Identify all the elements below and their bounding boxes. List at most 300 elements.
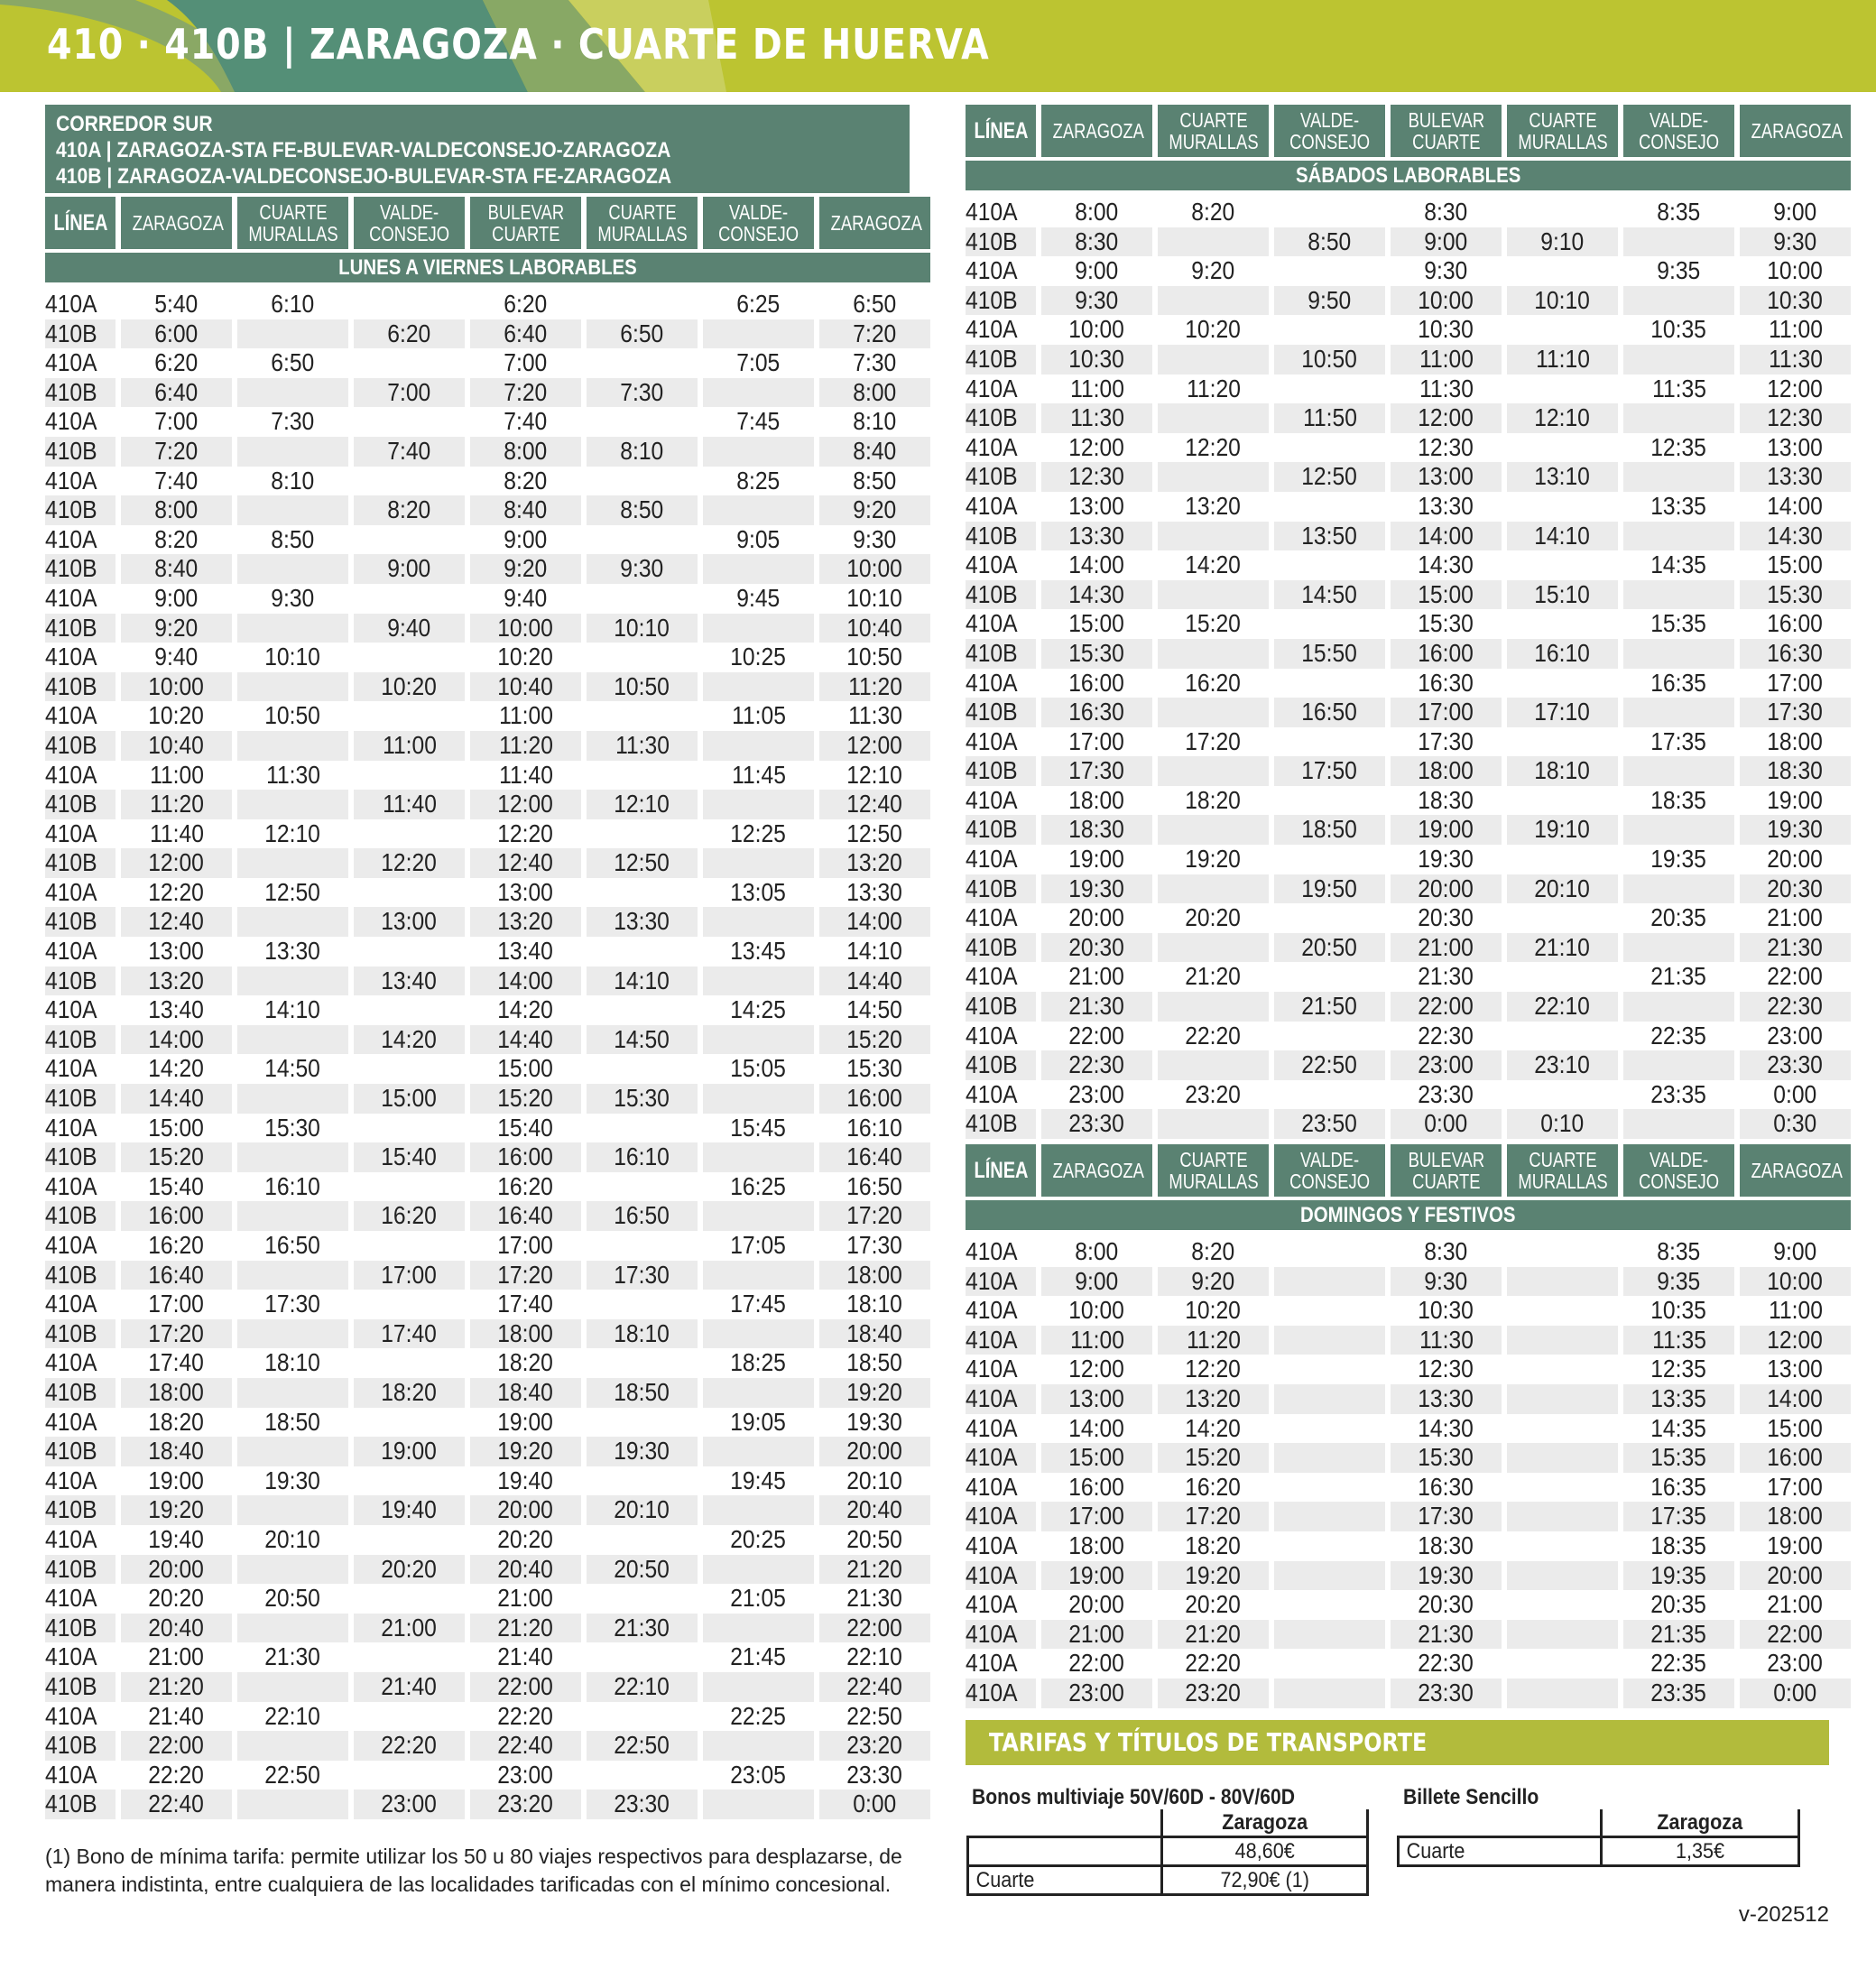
time-cell: 12:20 <box>148 877 205 906</box>
time-cell <box>1158 227 1269 257</box>
time-cell: 23:20 <box>1185 1079 1242 1108</box>
time-cell <box>1158 698 1269 727</box>
time-cell: 17:30 <box>1041 756 1152 786</box>
column-header-text: CUARTE <box>1411 130 1481 153</box>
column-header <box>45 197 116 249</box>
billete-title <box>1403 1785 1557 1810</box>
time-cell: 13:00 <box>1767 432 1824 461</box>
table-row <box>966 227 1851 257</box>
time-cell: 8:20 <box>1191 198 1235 226</box>
table-row <box>966 198 1851 227</box>
time-cell <box>237 1261 348 1290</box>
time-cell: 6:20 <box>504 290 548 318</box>
time-cell: 10:30 <box>1418 315 1474 344</box>
table-row <box>45 1555 930 1585</box>
time-cell: 14:20 <box>1185 550 1242 579</box>
time-cell: 18:20 <box>497 1348 554 1377</box>
time-cell: 12:10 <box>264 819 321 847</box>
column-header <box>703 197 814 249</box>
schedule-day-band <box>45 253 930 282</box>
line-cell: 410A <box>45 407 97 436</box>
time-cell: 21:00 <box>148 1642 205 1671</box>
time-cell: 18:10 <box>1507 756 1618 786</box>
time-cell: 10:50 <box>846 643 903 671</box>
time-cell <box>1507 1237 1618 1267</box>
time-cell: 23:00 <box>1041 1679 1152 1708</box>
time-cell: 14:00 <box>819 907 930 937</box>
time-cell: 11:00 <box>1069 374 1124 402</box>
time-cell: 22:00 <box>1068 1021 1125 1050</box>
time-cell: 12:20 <box>1185 1355 1242 1383</box>
time-cell <box>703 319 814 349</box>
time-cell: 22:00 <box>1391 992 1502 1022</box>
table-row <box>966 903 1851 933</box>
time-cell <box>587 584 698 614</box>
time-cell: 21:45 <box>730 1642 787 1671</box>
time-cell <box>587 1584 698 1614</box>
time-cell <box>1274 550 1385 580</box>
time-cell: 13:35 <box>1623 1384 1734 1414</box>
table-row <box>966 1531 1851 1561</box>
time-cell <box>1274 1590 1385 1620</box>
time-cell: 13:40 <box>354 967 465 996</box>
time-cell: 12:35 <box>1650 1355 1707 1383</box>
time-cell: 22:00 <box>121 1731 232 1761</box>
time-cell: 10:30 <box>1740 286 1851 316</box>
time-cell: 19:00 <box>148 1466 205 1494</box>
table-row <box>966 580 1851 610</box>
line-cell: 410A <box>45 1760 97 1789</box>
table-row <box>45 437 930 467</box>
time-cell: 21:35 <box>1623 1620 1734 1650</box>
time-cell: 12:40 <box>819 790 930 819</box>
time-cell: 16:10 <box>587 1142 698 1172</box>
time-cell: 7:40 <box>354 437 465 467</box>
time-cell: 8:10 <box>271 466 315 495</box>
time-cell: 19:35 <box>1623 1561 1734 1591</box>
table-row <box>966 786 1851 816</box>
time-cell: 9:20 <box>819 495 930 525</box>
line-cell: 410B <box>45 1614 116 1643</box>
table-row <box>45 1495 930 1525</box>
line-cell: 410B <box>966 1050 1036 1080</box>
time-cell: 20:50 <box>587 1555 698 1585</box>
time-cell <box>1274 1561 1385 1591</box>
time-cell: 12:25 <box>730 819 787 847</box>
time-cell <box>237 672 348 702</box>
column-header-text: CONSEJO <box>1289 130 1370 153</box>
time-cell <box>1158 462 1269 492</box>
time-cell <box>1274 1296 1385 1326</box>
table-row <box>966 962 1851 992</box>
table-row <box>45 1290 930 1319</box>
time-cell <box>1274 962 1385 992</box>
time-cell: 16:50 <box>846 1171 903 1200</box>
time-cell: 9:50 <box>1274 286 1385 316</box>
time-cell: 10:35 <box>1650 315 1707 344</box>
time-cell <box>1507 433 1618 463</box>
time-cell: 8:20 <box>154 524 199 553</box>
table-row <box>45 495 930 525</box>
time-cell: 16:30 <box>1418 1472 1474 1501</box>
time-cell: 10:20 <box>1185 315 1242 344</box>
column-header-text: VALDE- <box>1299 108 1360 132</box>
time-cell: 13:35 <box>1650 491 1707 520</box>
time-cell: 10:35 <box>1650 1296 1707 1325</box>
line-cell: 410A <box>966 1326 1036 1355</box>
time-cell <box>703 731 814 761</box>
line-cell: 410A <box>45 348 97 377</box>
time-cell <box>1274 1443 1385 1473</box>
time-cell <box>1623 345 1734 375</box>
time-cell: 13:00 <box>1391 462 1502 492</box>
time-cell: 18:50 <box>587 1378 698 1408</box>
time-cell: 16:00 <box>1391 639 1502 669</box>
time-cell: 11:30 <box>265 760 320 789</box>
time-cell: 13:20 <box>819 848 930 878</box>
time-cell: 8:30 <box>1424 198 1468 226</box>
time-cell: 6:20 <box>154 348 199 377</box>
time-cell: 23:20 <box>470 1790 581 1819</box>
time-cell <box>587 1290 698 1319</box>
time-cell <box>1507 492 1618 522</box>
column-header-text: CONSEJO <box>1639 130 1719 153</box>
column-header-text: CONSEJO <box>369 222 449 245</box>
table-row <box>45 878 930 908</box>
time-cell: 22:10 <box>587 1672 698 1702</box>
time-cell: 19:20 <box>1185 845 1242 874</box>
time-cell: 14:10 <box>587 967 698 996</box>
line-cell: 410A <box>966 491 1018 520</box>
time-cell: 17:40 <box>497 1290 554 1318</box>
time-cell: 13:10 <box>1507 462 1618 492</box>
time-cell: 10:00 <box>819 554 930 584</box>
line-cell: 410A <box>45 1524 97 1553</box>
table-row <box>45 1142 930 1172</box>
time-cell: 12:50 <box>587 848 698 878</box>
time-cell: 22:35 <box>1650 1021 1707 1050</box>
column-header <box>470 197 581 249</box>
line-cell: 410B <box>966 639 1036 669</box>
time-cell: 7:30 <box>587 378 698 408</box>
time-cell: 18:00 <box>470 1319 581 1349</box>
table-row <box>45 995 930 1025</box>
time-cell <box>1507 1414 1618 1444</box>
time-cell <box>354 1231 465 1261</box>
time-cell: 21:00 <box>497 1584 554 1613</box>
time-cell <box>1507 1473 1618 1503</box>
time-cell: 19:45 <box>730 1466 787 1494</box>
time-cell <box>587 1172 698 1202</box>
time-cell <box>703 1319 814 1349</box>
table-row <box>966 727 1851 757</box>
time-cell: 17:30 <box>587 1261 698 1290</box>
saturday-timetable <box>960 105 1856 1139</box>
time-cell <box>1507 903 1618 933</box>
table-row <box>966 698 1851 727</box>
billete-origin: Cuarte <box>1399 1837 1602 1866</box>
time-cell <box>1158 286 1269 316</box>
time-cell: 6:40 <box>470 319 581 349</box>
time-cell <box>1507 1355 1618 1384</box>
line-cell: 410B <box>966 1109 1036 1139</box>
time-cell: 11:10 <box>1507 345 1618 375</box>
column-header <box>966 105 1036 157</box>
time-cell: 18:00 <box>1391 756 1502 786</box>
time-cell: 23:00 <box>354 1790 465 1819</box>
time-cell: 11:00 <box>498 701 553 730</box>
time-cell: 12:50 <box>264 877 321 906</box>
time-cell: 12:30 <box>1041 462 1152 492</box>
time-cell <box>587 1114 698 1143</box>
time-cell: 9:30 <box>1424 256 1468 285</box>
time-cell: 20:30 <box>1740 874 1851 904</box>
time-cell: 8:40 <box>819 437 930 467</box>
table-row <box>45 819 930 849</box>
time-cell: 11:05 <box>731 701 786 730</box>
schedule-day-band <box>966 1200 1851 1230</box>
table-row <box>45 907 930 937</box>
line-cell: 410A <box>966 1384 1036 1414</box>
time-cell: 23:00 <box>1767 1649 1824 1678</box>
table-row <box>966 1414 1851 1444</box>
time-cell: 20:00 <box>121 1555 232 1585</box>
time-cell: 9:20 <box>1191 256 1235 285</box>
table-row <box>966 492 1851 522</box>
time-cell <box>1507 1080 1618 1110</box>
time-cell <box>237 907 348 937</box>
time-cell: 17:05 <box>730 1231 787 1259</box>
line-cell: 410A <box>966 315 1018 344</box>
time-cell: 20:00 <box>1068 903 1125 932</box>
time-cell: 16:10 <box>264 1171 321 1200</box>
line-cell: 410A <box>45 1290 97 1318</box>
route-410a: 410A | ZARAGOZA-STA FE-BULEVAR-VALDECONSEJO-ZARAGOZA <box>56 138 671 162</box>
column-header-text: MURALLAS <box>1518 130 1608 153</box>
line-cell: 410A <box>966 198 1018 226</box>
time-cell <box>354 1525 465 1555</box>
time-cell: 13:30 <box>264 937 321 966</box>
corridor-box <box>45 105 910 193</box>
line-cell: 410A <box>966 1590 1018 1619</box>
time-cell: 18:00 <box>1068 1531 1125 1559</box>
time-cell: 10:00 <box>1767 256 1824 285</box>
time-cell <box>237 1495 348 1525</box>
column-header-text: MURALLAS <box>597 222 688 245</box>
table-row <box>45 937 930 967</box>
time-cell: 16:10 <box>846 1113 903 1142</box>
time-cell: 7:30 <box>853 348 897 377</box>
time-cell <box>237 495 348 525</box>
time-cell: 16:40 <box>819 1142 930 1172</box>
column-header <box>1740 105 1851 157</box>
time-cell: 18:40 <box>819 1319 930 1349</box>
time-cell <box>1274 315 1385 345</box>
line-cell: 410A <box>966 432 1018 461</box>
time-cell: 22:35 <box>1650 1649 1707 1678</box>
time-cell: 10:20 <box>1185 1296 1242 1325</box>
time-cell: 22:00 <box>1068 1649 1125 1678</box>
time-cell: 15:10 <box>1507 580 1618 610</box>
fares-heading <box>966 1720 1829 1765</box>
time-cell: 17:20 <box>470 1261 581 1290</box>
time-cell: 15:00 <box>354 1084 465 1114</box>
time-cell: 0:30 <box>1740 1109 1851 1139</box>
line-cell: 410B <box>45 378 116 408</box>
line-cell: 410A <box>966 1620 1036 1650</box>
line-cell: 410A <box>966 1021 1018 1050</box>
time-cell <box>587 1642 698 1672</box>
time-cell <box>354 1290 465 1319</box>
time-cell: 13:30 <box>1391 1384 1502 1414</box>
time-cell <box>1274 1414 1385 1444</box>
time-cell <box>354 1466 465 1496</box>
time-cell: 23:20 <box>819 1731 930 1761</box>
time-cell: 13:30 <box>846 877 903 906</box>
time-cell: 0:10 <box>1507 1109 1618 1139</box>
column-header-text: ZARAGOZA <box>1751 119 1843 143</box>
time-cell <box>703 848 814 878</box>
time-cell <box>587 1408 698 1438</box>
time-cell: 11:30 <box>1041 403 1152 433</box>
column-header-text: BULEVAR <box>1408 1148 1484 1171</box>
time-cell: 15:30 <box>1418 609 1474 638</box>
time-cell: 18:10 <box>264 1348 321 1377</box>
time-cell: 17:40 <box>148 1348 205 1377</box>
time-cell: 20:00 <box>470 1495 581 1525</box>
time-cell: 17:50 <box>1274 756 1385 786</box>
time-cell <box>1507 669 1618 698</box>
time-cell: 6:50 <box>853 290 897 318</box>
time-cell: 7:20 <box>121 437 232 467</box>
time-cell: 21:30 <box>1740 933 1851 963</box>
line-cell: 410A <box>45 290 97 318</box>
time-cell: 22:50 <box>846 1701 903 1730</box>
time-cell: 10:10 <box>587 614 698 643</box>
time-cell <box>703 907 814 937</box>
time-cell <box>1507 1022 1618 1051</box>
time-cell: 23:10 <box>1507 1050 1618 1080</box>
time-cell: 8:20 <box>504 466 548 495</box>
time-cell: 18:30 <box>1041 815 1152 845</box>
time-cell: 22:00 <box>819 1614 930 1643</box>
time-cell: 11:20 <box>819 672 930 702</box>
time-cell: 14:10 <box>1507 522 1618 551</box>
time-cell: 8:50 <box>1274 227 1385 257</box>
table-row <box>966 1590 1851 1620</box>
time-cell: 21:00 <box>354 1614 465 1643</box>
time-cell: 14:40 <box>121 1084 232 1114</box>
time-cell <box>354 643 465 672</box>
time-cell <box>354 525 465 555</box>
column-header-text: MURALLAS <box>1518 1170 1608 1193</box>
time-cell: 14:35 <box>1650 550 1707 579</box>
time-cell <box>354 1114 465 1143</box>
time-cell <box>1507 786 1618 816</box>
time-cell: 20:30 <box>1418 903 1474 932</box>
time-cell: 7:40 <box>504 407 548 436</box>
time-cell: 6:10 <box>271 290 315 318</box>
time-cell: 19:20 <box>819 1378 930 1408</box>
time-cell: 12:00 <box>1391 403 1502 433</box>
column-header <box>1274 1144 1385 1197</box>
time-cell <box>354 290 465 319</box>
time-cell: 9:00 <box>1041 1267 1152 1297</box>
time-cell: 16:40 <box>121 1261 232 1290</box>
time-cell <box>1158 756 1269 786</box>
column-header-text: BULEVAR <box>1408 108 1484 132</box>
table-row <box>966 639 1851 669</box>
column-header-text: MURALLAS <box>1169 1170 1259 1193</box>
bonos-row <box>968 1866 1368 1895</box>
time-cell: 9:10 <box>1507 227 1618 257</box>
table-row <box>966 874 1851 904</box>
time-cell <box>587 1525 698 1555</box>
time-cell <box>1623 933 1734 963</box>
time-cell: 14:00 <box>1391 522 1502 551</box>
time-cell <box>703 1201 814 1231</box>
time-cell <box>1623 1109 1734 1139</box>
time-cell <box>1507 1561 1618 1591</box>
time-cell <box>1158 815 1269 845</box>
bonos-fare-table <box>966 1809 1369 1896</box>
column-header-text: CUARTE <box>1529 1148 1597 1171</box>
time-cell: 11:20 <box>470 731 581 761</box>
line-cell: 410A <box>966 1531 1018 1559</box>
time-cell: 15:20 <box>819 1025 930 1055</box>
time-cell: 15:50 <box>1274 639 1385 669</box>
time-cell: 15:45 <box>730 1113 787 1142</box>
time-cell <box>1623 403 1734 433</box>
time-cell: 11:30 <box>1740 345 1851 375</box>
time-cell <box>587 1761 698 1790</box>
time-cell: 21:30 <box>264 1642 321 1671</box>
line-cell: 410B <box>45 1142 116 1172</box>
time-cell: 9:00 <box>1391 227 1502 257</box>
time-cell <box>703 1614 814 1643</box>
route-410b: 410B | ZARAGOZA-VALDECONSEJO-BULEVAR-STA FE-ZARAGOZA <box>56 164 672 189</box>
line-cell: 410A <box>45 583 97 612</box>
time-cell: 9:45 <box>736 583 781 612</box>
time-cell <box>703 1378 814 1408</box>
line-cell: 410B <box>45 1378 116 1408</box>
time-cell: 12:20 <box>497 819 554 847</box>
line-cell: 410A <box>966 1502 1036 1531</box>
time-cell: 17:20 <box>1185 726 1242 755</box>
line-cell: 410A <box>966 1679 1036 1708</box>
column-header-text: VALDE- <box>1299 1148 1360 1171</box>
time-cell: 16:00 <box>1068 1472 1125 1501</box>
time-cell: 16:00 <box>121 1201 232 1231</box>
time-cell <box>1623 815 1734 845</box>
time-cell <box>237 1437 348 1466</box>
time-cell: 6:00 <box>121 319 232 349</box>
table-row <box>966 992 1851 1022</box>
time-cell: 13:30 <box>1740 462 1851 492</box>
time-cell <box>587 407 698 437</box>
billete-title-text: Billete Sencillo <box>1403 1785 1539 1809</box>
line-cell: 410A <box>45 995 97 1024</box>
time-cell: 19:00 <box>1767 1531 1824 1559</box>
time-cell: 15:00 <box>1767 1413 1824 1442</box>
time-cell <box>1507 1590 1618 1620</box>
column-header-text: CONSEJO <box>1639 1170 1719 1193</box>
time-cell: 9:30 <box>587 554 698 584</box>
time-cell: 21:30 <box>587 1614 698 1643</box>
time-cell: 12:00 <box>819 731 930 761</box>
table-row <box>45 1054 930 1084</box>
time-cell <box>1158 1109 1269 1139</box>
